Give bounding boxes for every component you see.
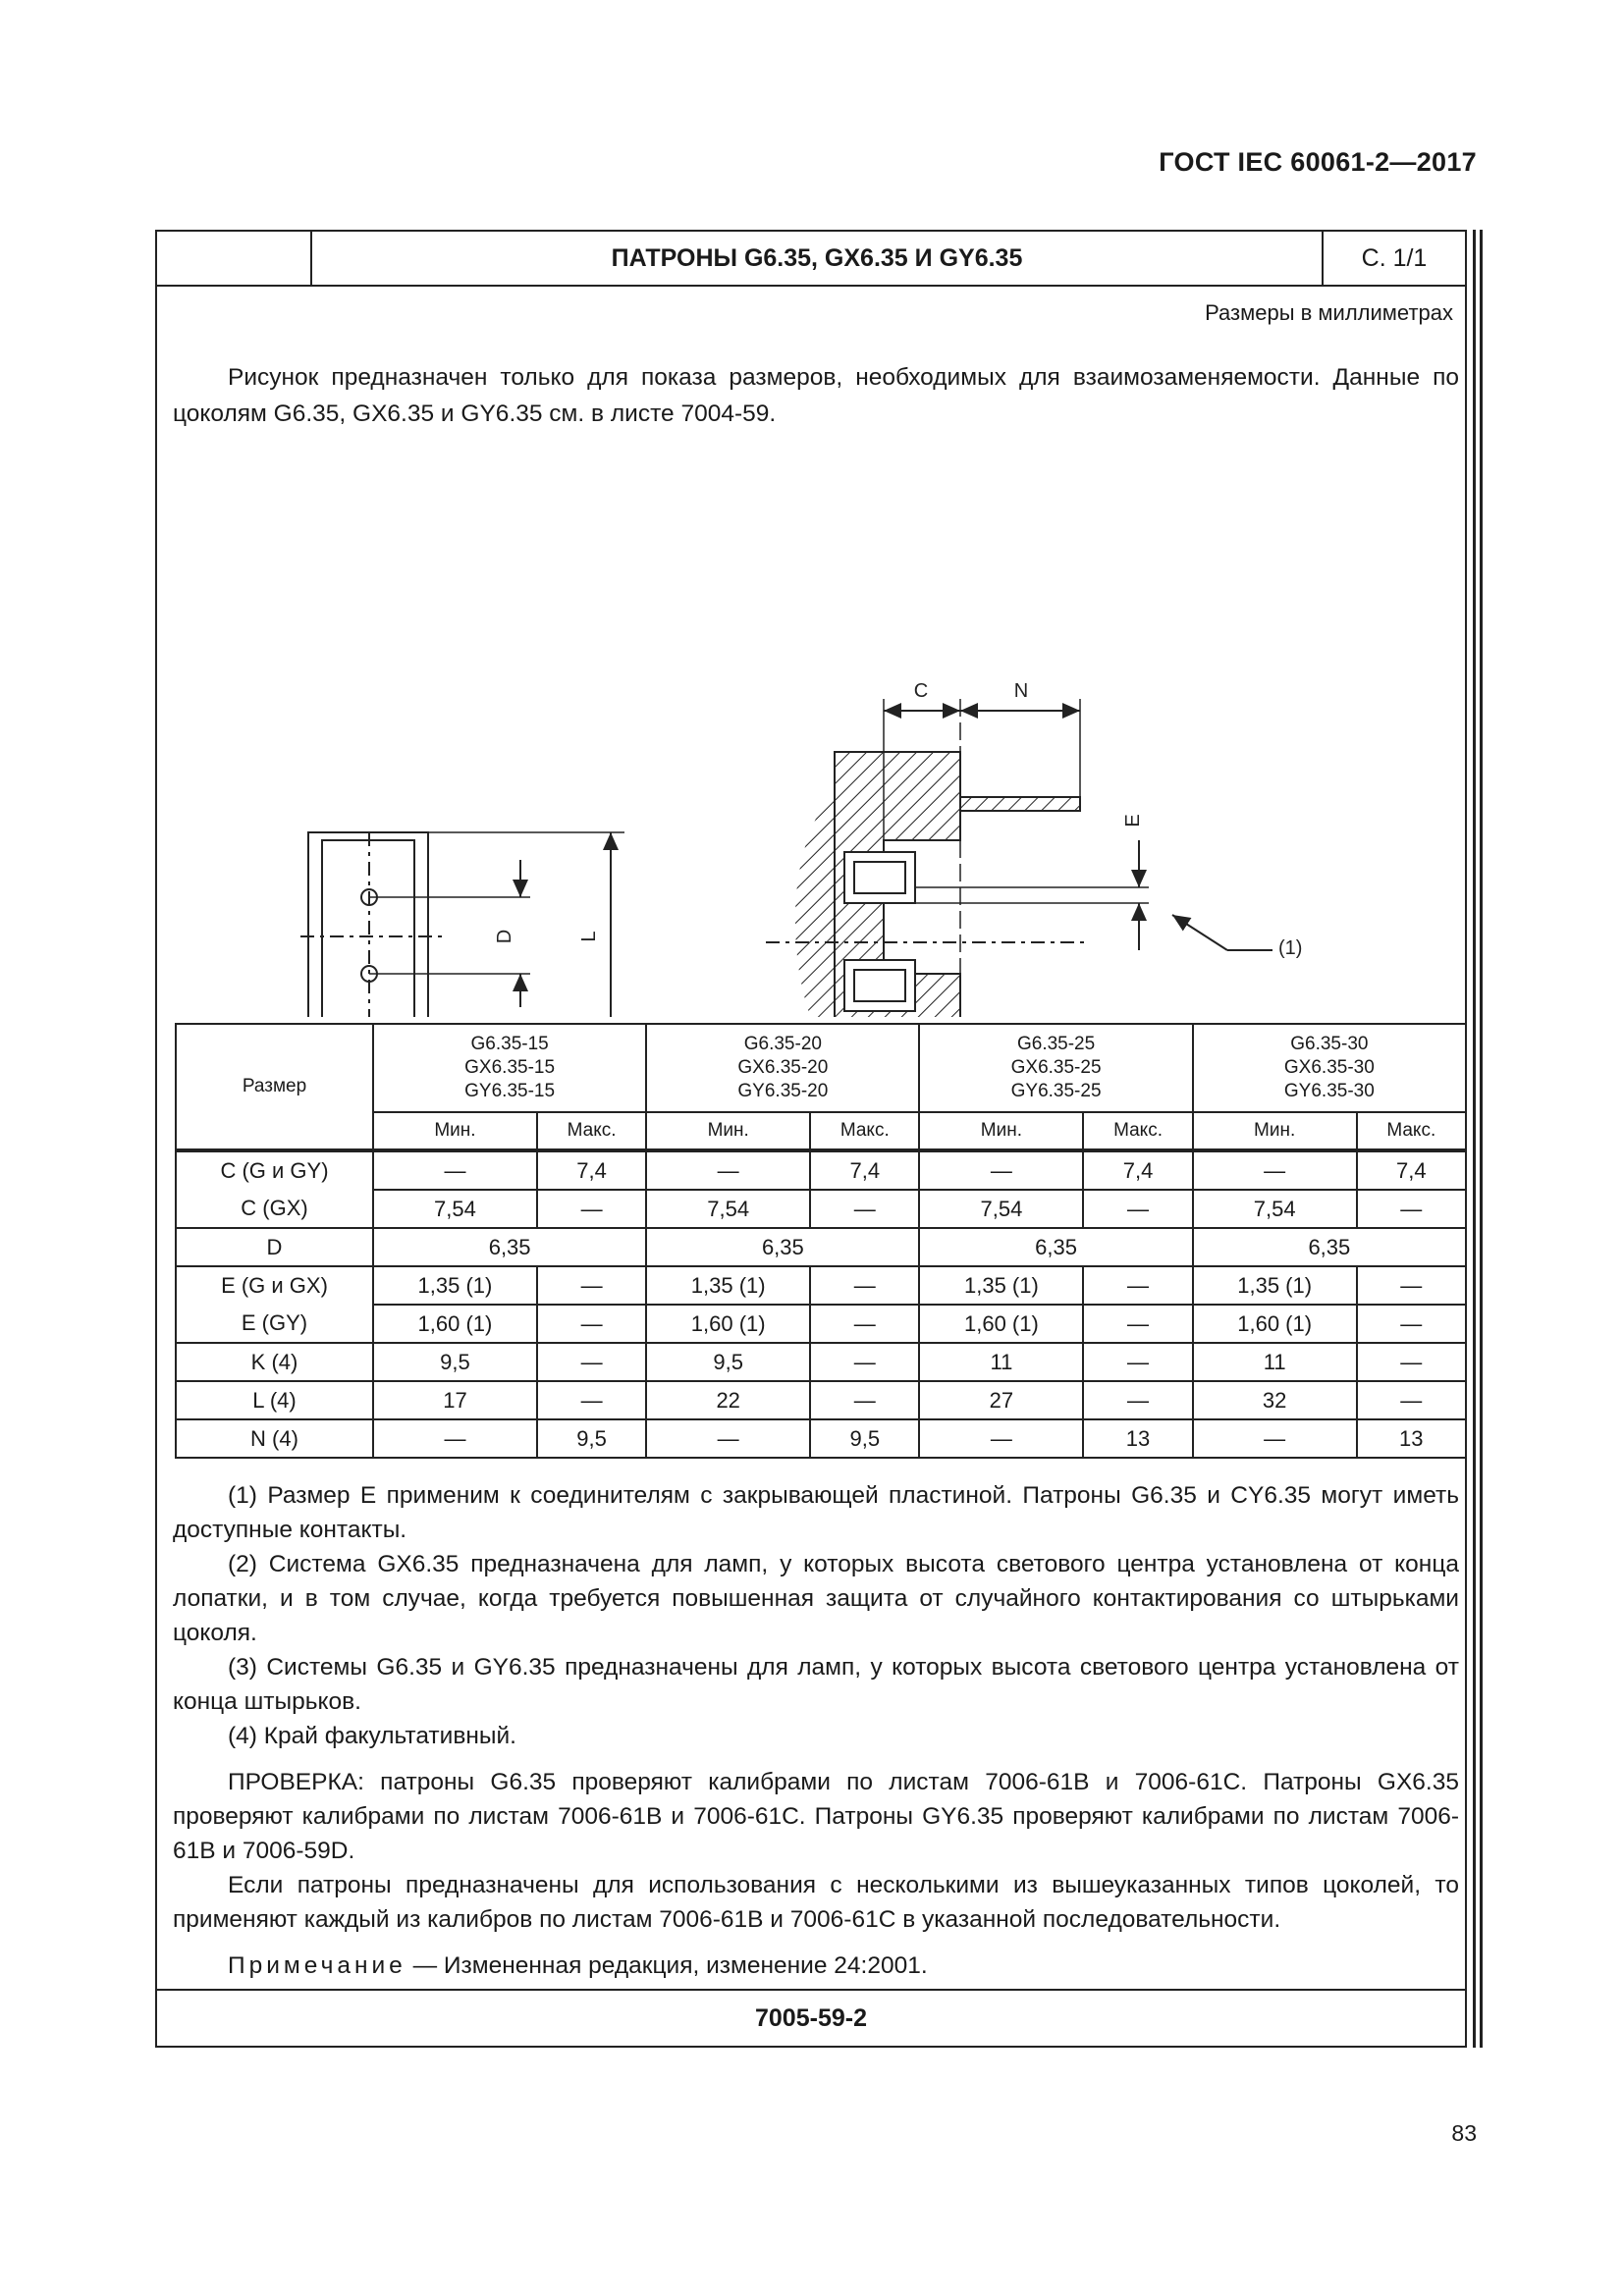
table-cell: 11 xyxy=(919,1343,1083,1381)
max-header: Макс. xyxy=(1083,1112,1192,1150)
row-label-k: K (4) xyxy=(176,1343,373,1381)
sheet-frame xyxy=(155,230,1467,2048)
min-header: Мин. xyxy=(373,1112,537,1150)
table-row xyxy=(176,1228,1466,1266)
table-cell: — xyxy=(919,1419,1083,1458)
max-header: Макс. xyxy=(537,1112,646,1150)
units-note: Размеры в миллиметрах xyxy=(1205,300,1453,325)
table-row xyxy=(176,1150,1466,1190)
label-L: L xyxy=(578,931,600,942)
table-cell: — xyxy=(537,1266,646,1305)
label-D: D xyxy=(494,929,515,944)
section-view xyxy=(695,699,1272,1017)
table-cell: 9,5 xyxy=(646,1343,810,1381)
table-cell: 17 xyxy=(373,1381,537,1419)
sheet-footer-code: 7005-59-2 xyxy=(157,1989,1465,2046)
table-cell: 1,35 (1) xyxy=(919,1266,1083,1305)
table-cell: 27 xyxy=(919,1381,1083,1419)
table-cell: — xyxy=(1083,1381,1192,1419)
table-cell: — xyxy=(1083,1343,1192,1381)
note-3: (3) Системы G6.35 и GY6.35 предназначены для ламп, у которых высота светового центра установлена от конца штырьков. xyxy=(173,1654,1459,1715)
standard-number: ГОСТ IEC 60061-2—2017 xyxy=(1159,147,1477,177)
table-cell: 32 xyxy=(1193,1381,1357,1419)
header-group-30 xyxy=(1193,1024,1466,1112)
table-cell: — xyxy=(373,1419,537,1458)
remark-label: Примечание xyxy=(228,1952,406,1979)
table-cell: — xyxy=(1357,1266,1466,1305)
group-20-line-2: GX6.35-20 xyxy=(737,1057,829,1078)
table-cell: 6,35 xyxy=(646,1228,919,1266)
table-cell: — xyxy=(537,1305,646,1343)
note-2: (2) Система GX6.35 предназначена для ламп, у которых высота светового центра установлена от конца лопатки, и в том случае, когда требуется повышенная защита от случайного контактирования со штырьками цоколя. xyxy=(173,1551,1459,1646)
table-cell: 7,54 xyxy=(919,1190,1083,1228)
intro-paragraph xyxy=(173,359,1459,432)
table-cell: — xyxy=(810,1305,919,1343)
label-N: N xyxy=(1013,680,1029,702)
table-cell: 1,35 (1) xyxy=(1193,1266,1357,1305)
notes-section xyxy=(173,1478,1459,1983)
row-label-n: N (4) xyxy=(176,1419,373,1458)
table-cell: — xyxy=(537,1190,646,1228)
table-cell: 7,4 xyxy=(1357,1150,1466,1190)
row-label-c-g-gy: C (G и GY) xyxy=(176,1150,373,1190)
table-cell: 9,5 xyxy=(810,1419,919,1458)
label-E: E xyxy=(1122,814,1144,828)
sheet-title: ПАТРОНЫ G6.35, GX6.35 И GY6.35 xyxy=(312,232,1324,285)
min-header: Мин. xyxy=(646,1112,810,1150)
table-cell: 13 xyxy=(1083,1419,1192,1458)
remark xyxy=(173,1949,1459,1983)
table-row xyxy=(176,1190,1466,1228)
table-cell: 22 xyxy=(646,1381,810,1419)
table-cell: — xyxy=(1357,1381,1466,1419)
header-group-25 xyxy=(919,1024,1192,1112)
table-cell: — xyxy=(1357,1343,1466,1381)
table-cell: 1,60 (1) xyxy=(373,1305,537,1343)
table-cell: — xyxy=(810,1190,919,1228)
row-label-e-gy: E (GY) xyxy=(176,1305,373,1343)
table-cell: 7,54 xyxy=(646,1190,810,1228)
table-cell: — xyxy=(537,1381,646,1419)
frame-double-line-1 xyxy=(1473,230,1476,2048)
check-paragraph: ПРОВЕРКА: патроны G6.35 проверяют калибрами по листам 7006-61B и 7006-61C. Патроны GX6.35 проверяют калибрами по листам 7006-61B и 7006-61C. Патроны GY6.35 проверяют калибрами по листам 7006-61B и 7006-59D. xyxy=(173,1769,1459,1864)
table-cell: 7,54 xyxy=(373,1190,537,1228)
table-row xyxy=(176,1381,1466,1419)
max-header: Макс. xyxy=(1357,1112,1466,1150)
table-cell: — xyxy=(810,1266,919,1305)
table-cell: 9,5 xyxy=(537,1419,646,1458)
table-cell: 6,35 xyxy=(1193,1228,1466,1266)
table-cell: — xyxy=(919,1150,1083,1190)
face-view xyxy=(300,832,624,1017)
row-label-c-gx: C (GX) xyxy=(176,1190,373,1228)
table-cell: — xyxy=(646,1150,810,1190)
group-25-line-3: GY6.35-25 xyxy=(1010,1081,1102,1101)
remark-text: — Измененная редакция, изменение 24:2001. xyxy=(406,1952,928,1979)
group-25-line-1: G6.35-25 xyxy=(1016,1034,1096,1054)
header-blank-cell xyxy=(157,232,312,285)
group-20-line-3: GY6.35-20 xyxy=(737,1081,829,1101)
table-cell: — xyxy=(810,1381,919,1419)
table-cell: — xyxy=(810,1343,919,1381)
group-30-line-3: GY6.35-30 xyxy=(1283,1081,1375,1101)
group-15-line-1: G6.35-15 xyxy=(470,1034,549,1054)
table-cell: 6,35 xyxy=(373,1228,646,1266)
note-1: (1) Размер E применим к соединителям с закрывающей пластиной. Патроны G6.35 и CY6.35 могут иметь доступные контакты. xyxy=(173,1482,1459,1543)
table-cell: 6,35 xyxy=(919,1228,1192,1266)
table-cell: — xyxy=(1083,1305,1192,1343)
group-15-line-2: GX6.35-15 xyxy=(464,1057,556,1078)
page-number: 83 xyxy=(1451,2120,1477,2146)
intro-text: Рисунок предназначен только для показа размеров, необходимых для взаимозаменяемости. Данные по цоколям G6.35, GX6.35 и GY6.35 см. в листе 7004-59. xyxy=(173,364,1459,427)
group-30-line-1: G6.35-30 xyxy=(1290,1034,1369,1054)
table-cell: — xyxy=(1083,1190,1192,1228)
header-size: Размер xyxy=(176,1024,373,1150)
frame-double-line-2 xyxy=(1480,230,1483,2048)
table-row xyxy=(176,1305,1466,1343)
table-cell: 7,4 xyxy=(810,1150,919,1190)
table-cell: 1,60 (1) xyxy=(919,1305,1083,1343)
table-cell: 9,5 xyxy=(373,1343,537,1381)
row-label-d: D xyxy=(176,1228,373,1266)
dimensions-table xyxy=(175,1023,1467,1459)
min-header: Мин. xyxy=(1193,1112,1357,1150)
table-row xyxy=(176,1266,1466,1305)
header-group-15 xyxy=(373,1024,646,1112)
table-cell: — xyxy=(373,1150,537,1190)
sheet-number: С. 1/1 xyxy=(1361,243,1428,272)
min-header: Мин. xyxy=(919,1112,1083,1150)
table-cell: — xyxy=(1083,1266,1192,1305)
group-20-line-1: G6.35-20 xyxy=(743,1034,822,1054)
table-cell: 1,60 (1) xyxy=(1193,1305,1357,1343)
table-cell: 7,54 xyxy=(1193,1190,1357,1228)
table-cell: 1,60 (1) xyxy=(646,1305,810,1343)
table-header-row xyxy=(176,1024,1466,1112)
table-cell: — xyxy=(1193,1150,1357,1190)
label-C: C xyxy=(913,680,929,702)
table-cell: 7,4 xyxy=(1083,1150,1192,1190)
check-paragraph-2: Если патроны предназначены для использования с несколькими из вышеуказанных типов цоколей, то применяют каждый из калибров по листам 7006-61B и 7006-61C в указанной последовательности. xyxy=(173,1872,1459,1933)
group-15-line-3: GY6.35-15 xyxy=(464,1081,556,1101)
header-group-20 xyxy=(646,1024,919,1112)
table-cell: — xyxy=(646,1419,810,1458)
sheet-header xyxy=(157,232,1465,287)
row-label-e-g-gx: E (G и GX) xyxy=(176,1266,373,1305)
table-row xyxy=(176,1419,1466,1458)
callout-1: (1) xyxy=(1278,937,1303,959)
table-cell: 11 xyxy=(1193,1343,1357,1381)
row-label-l: L (4) xyxy=(176,1381,373,1419)
table-cell: — xyxy=(537,1343,646,1381)
table-cell: 7,4 xyxy=(537,1150,646,1190)
table-cell: — xyxy=(1193,1419,1357,1458)
table-cell: — xyxy=(1357,1305,1466,1343)
socket-drawing xyxy=(157,428,1465,1017)
group-30-line-2: GX6.35-30 xyxy=(1283,1057,1375,1078)
group-25-line-2: GX6.35-25 xyxy=(1010,1057,1102,1078)
table-cell: 1,35 (1) xyxy=(646,1266,810,1305)
table-cell: 1,35 (1) xyxy=(373,1266,537,1305)
max-header: Макс. xyxy=(810,1112,919,1150)
table-row xyxy=(176,1343,1466,1381)
table-cell: — xyxy=(1357,1190,1466,1228)
table-cell: 13 xyxy=(1357,1419,1466,1458)
note-4: (4) Край факультативный. xyxy=(228,1723,516,1749)
